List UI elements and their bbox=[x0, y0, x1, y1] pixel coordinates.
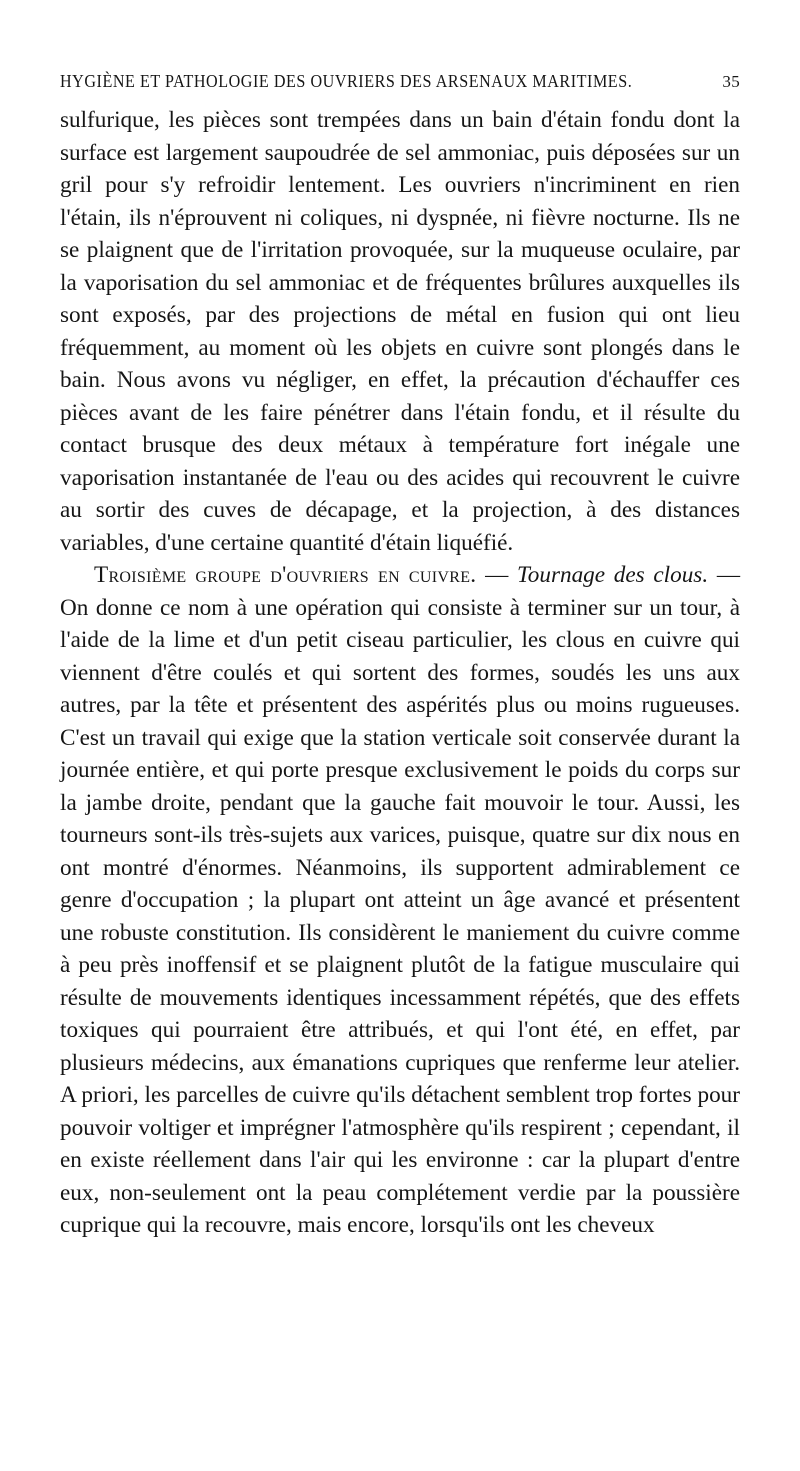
paragraph-continuation bbox=[60, 104, 740, 559]
running-head bbox=[60, 66, 740, 96]
paragraph-text: sulfurique, les pièces sont trempées dans un bain d'étain fondu dont la surface est largement saupoudrée de sel ammoniac, puis déposées sur un gril pour s'y refroidir lentement. Les ouvriers n'incriminent en rien l'étain, ils n'éprouvent ni coliques, ni dyspnée, ni fièvre nocturne. Ils ne se plaignent que de l'irritation provoquée, sur la muqueuse oculaire, par la vaporisation du sel ammoniac et de fréquentes brûlures auxquelles ils sont exposés, par des projections de métal en fusion qui ont lieu fréquemment, au moment où les objets en cuivre sont plongés dans le bain. Nous avons vu négliger, en effet, la précaution d'échauffer ces pièces avant de les faire pénétrer dans l'étain fondu, et il résulte du contact brusque des deux métaux à température fort inégale une vaporisation instantanée de l'eau ou des acides qui recouvrent le cuivre au sortir des cuves de décapage, et la projection, à des distances variables, d'une certaine quantité d'étain liquéfié. bbox=[60, 107, 740, 556]
section-dash: — bbox=[476, 562, 517, 588]
paragraph-text: — On donne ce nom à une opération qui consiste à terminer sur un tour, à l'aide de la lime et d'un petit ciseau particulier, les clous en cuivre qui viennent d'être coulés et qui sortent des formes, soudés les uns aux autres, par la tête et présentent des aspérités plus ou moins rugueuses. C'est un travail qui exige que la station verticale soit conservée durant la journée entière, et qui porte presque exclusivement le poids du corps sur la jambe droite, pendant que la gauche fait mouvoir le tour. Aussi, les tourneurs sont-ils très-sujets aux varices, puisque, quatre sur dix nous en ont montré d'énormes. Néanmoins, ils supportent admirablement ce genre d'occupation ; la plupart ont atteint un âge avancé et présentent une robuste constitution. Ils considèrent le maniement du cuivre comme à peu près inoffensif et se plaignent plutôt de la fatigue musculaire qui résulte de mouvements identiques incessamment répétés, que des effets toxiques qui pourraient être attribués, et qui l'ont été, en effet, par plusieurs médecins, aux émanations cupriques que renferme leur atelier. A priori, les parcelles de cuivre qu'ils détachent semblent trop fortes pour pouvoir voltiger et imprégner l'atmosphère qu'ils respirent ; cependant, il en existe réellement dans l'air qui les environne : car la plupart d'entre eux, non-seulement ont la peau complétement verdie par la poussière cuprique qui la recouvre, mais encore, lorsqu'ils ont les cheveux bbox=[60, 562, 741, 1238]
running-title: HYGIÈNE ET PATHOLOGIE DES OUVRIERS DES ARSENAUX MARITIMES. bbox=[60, 71, 633, 91]
book-page bbox=[60, 66, 740, 1242]
page-number: 35 bbox=[722, 72, 740, 91]
body-text bbox=[60, 104, 740, 1242]
paragraph-tournage-des-clous bbox=[60, 559, 740, 1242]
section-label: Troisième groupe d'ouvriers en cuivre. bbox=[94, 562, 477, 588]
section-title: Tournage des clous. bbox=[517, 562, 709, 588]
